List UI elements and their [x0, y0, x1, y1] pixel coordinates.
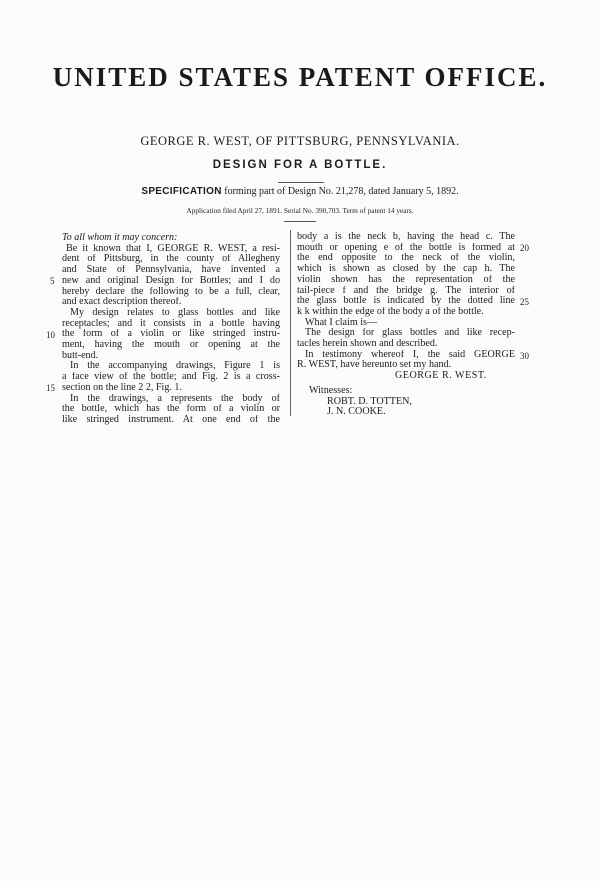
- testimony-line: R. WEST, have hereunto set my hand.: [297, 360, 452, 371]
- text-line: and exact description thereof.: [62, 297, 182, 308]
- application-line: Application filed April 27, 1891. Serial No. 390,703. Term of patent 14 years.: [186, 206, 414, 215]
- claim-intro: What I claim is—: [305, 317, 378, 328]
- title-rule: [278, 182, 324, 183]
- text-line: new and original Design for Bottles; and I do: [62, 275, 280, 286]
- testimony-line: In testimony whereof I, the said GEORGE: [305, 349, 515, 360]
- text-line: mouth or opening e of the bottle is formed at: [297, 242, 515, 253]
- salutation: To all whom it may concern:: [62, 233, 178, 243]
- line-number: 5: [50, 276, 55, 286]
- witnesses-label: Witnesses:: [309, 385, 353, 396]
- text-line: a face view of the bottle; and Fig. 2 is a cross-: [62, 372, 280, 383]
- text-line: butt-end.: [62, 350, 99, 361]
- specification-line: [0, 186, 600, 197]
- text-line: the glass bottle is indicated by the dotted line: [297, 296, 515, 307]
- line-number: 25: [520, 297, 529, 307]
- line-number: 15: [46, 383, 55, 393]
- text-line: section on the line 2 2, Fig. 1.: [62, 382, 182, 393]
- text-line: like stringed instrument. At one end of the: [62, 414, 280, 425]
- text-line: In the drawings, a represents the body of: [70, 393, 280, 404]
- text-line: the end opposite to the neck of the violin,: [297, 253, 515, 264]
- claim-text: The design for glass bottles and like recep-: [305, 328, 515, 339]
- text-line: violin shown has the representation of the: [297, 274, 515, 285]
- left-column: [62, 233, 280, 426]
- patent-office-heading: UNITED STATES PATENT OFFICE.: [52, 62, 548, 92]
- witness-name: ROBT. D. TOTTEN,: [327, 396, 412, 407]
- column-divider: [290, 230, 291, 416]
- line-number: 30: [520, 351, 529, 361]
- inventor-signature: GEORGE R. WEST.: [395, 371, 487, 382]
- application-rule: [284, 221, 316, 222]
- text-line: Be it known that I, GEORGE R. WEST, a resi-: [66, 243, 280, 254]
- text-line: My design relates to glass bottles and like: [70, 307, 280, 318]
- text-line: dent of Pittsburg, in the county of Allegheny: [62, 254, 280, 265]
- text-line: ment, having the mouth or opening at the: [62, 340, 280, 351]
- text-line: the bottle, which has the form of a violin or: [62, 404, 280, 415]
- text-line: In the accompanying drawings, Figure 1 is: [70, 361, 280, 372]
- text-line: body a is the neck b, having the head c. The: [297, 232, 515, 242]
- text-line: the form of a violin or like stringed instru-: [62, 329, 280, 340]
- specification-label: SPECIFICATION: [141, 186, 222, 197]
- design-title: DESIGN FOR A BOTTLE.: [212, 159, 388, 171]
- text-line: and State of Pennsylvania, have invented a: [62, 265, 280, 276]
- witness-name: J. N. COOKE.: [327, 407, 386, 418]
- claim-text: tacles herein shown and described.: [297, 339, 438, 350]
- right-column: [297, 232, 515, 418]
- text-line: k k within the edge of the body a of the bottle.: [297, 306, 484, 317]
- text-line: hereby declare the following to be a full, clear,: [62, 286, 280, 297]
- specification-text: forming part of Design No. 21,278, dated January 5, 1892.: [224, 186, 459, 197]
- line-number: 20: [520, 243, 529, 253]
- text-line: receptacles; and it consists in a bottle having: [62, 318, 280, 329]
- line-number: 10: [46, 330, 55, 340]
- text-line: which is shown as closed by the cap h. The: [297, 264, 515, 275]
- inventor-line: GEORGE R. WEST, OF PITTSBURG, PENNSYLVANIA.: [140, 134, 460, 148]
- text-line: tail-piece f and the bridge g. The interior of: [297, 285, 515, 296]
